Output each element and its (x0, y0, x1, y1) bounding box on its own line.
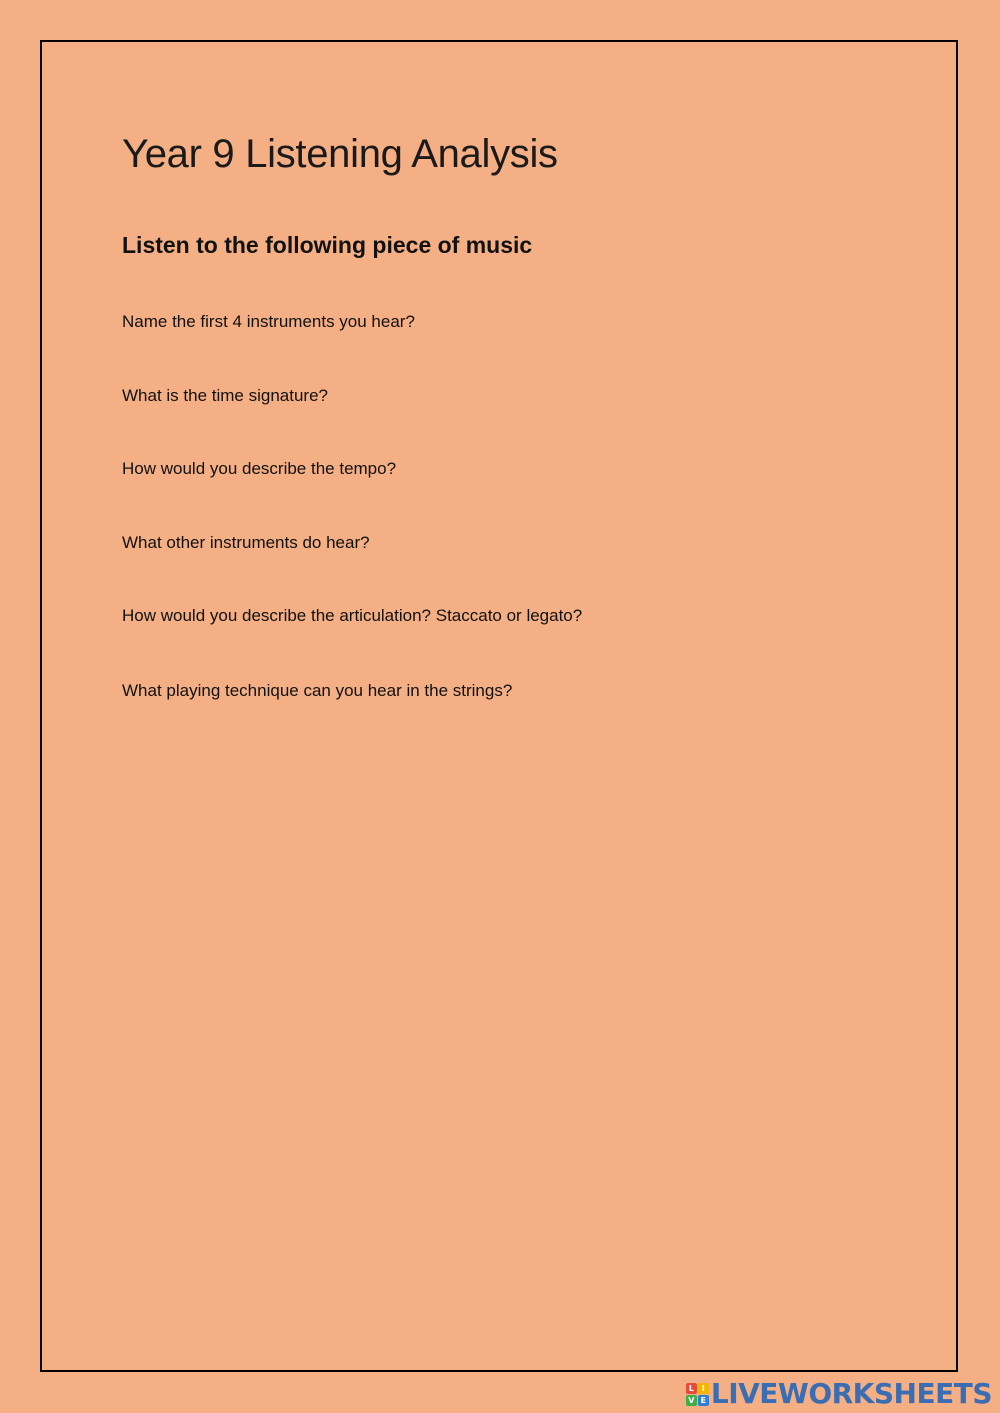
question-2: What is the time signature? (122, 386, 328, 405)
question-4: What other instruments do hear? (122, 533, 370, 552)
question-3: How would you describe the tempo? (122, 459, 397, 478)
question-1: Name the first 4 instruments you hear? (122, 312, 415, 331)
liveworksheets-logo-icon (686, 1383, 709, 1406)
question-6: What playing technique can you hear in the strings? (122, 681, 513, 700)
worksheet-frame (40, 40, 958, 1372)
logo-letter-e: E (698, 1395, 709, 1406)
logo-letter-l: L (686, 1383, 697, 1394)
question-5: How would you describe the articulation? Staccato or legato? (122, 606, 583, 625)
logo-letter-i: I (698, 1383, 709, 1394)
worksheet-title: Year 9 Listening Analysis (122, 132, 558, 176)
instruction-heading: Listen to the following piece of music (122, 232, 533, 258)
brand-text: LIVEWORKSHEETS (710, 1377, 992, 1410)
logo-letter-v: V (686, 1395, 697, 1406)
liveworksheets-brand[interactable] (686, 1379, 992, 1409)
